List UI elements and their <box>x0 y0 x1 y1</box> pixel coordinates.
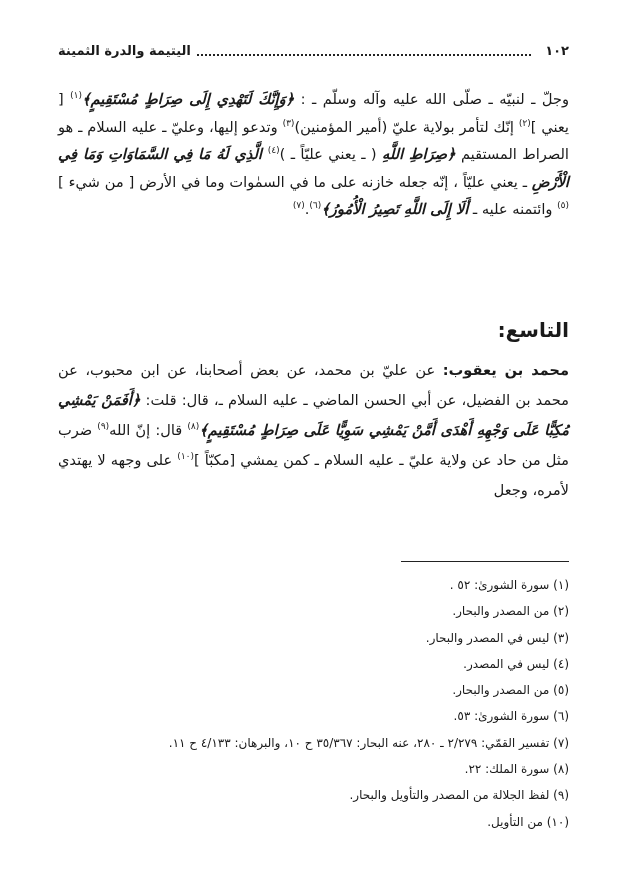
text-run: قال: إنّ الله <box>109 422 188 439</box>
footnote-ref: (٩) <box>97 422 110 433</box>
footnote-ref: (٨) <box>187 422 200 433</box>
footnote: (١٠) من التأويل. <box>487 814 569 829</box>
footnote-ref: (٢) <box>518 118 531 129</box>
text-run: ضرب مثل من حاد عن ولاية عليّ ـ عليه السلام ـ كمن يمشي [مكبّاً ] <box>58 422 569 469</box>
footnote-ref: (٧) <box>292 201 305 212</box>
quran-verse: أَلَا إِلَى اللَّهِ تَصِيرُ الْأُمُورُ﴾ <box>321 201 469 218</box>
book-title: اليتيمة والدرة الثمينة <box>58 43 191 59</box>
footnote-separator <box>401 561 569 562</box>
running-header <box>58 40 569 62</box>
footnote-ref: (٥) <box>557 201 569 212</box>
text-run: . <box>304 201 310 218</box>
footnote: (٣) ليس في المصدر والبحار. <box>425 630 569 645</box>
main-paragraph <box>58 86 569 224</box>
text-run: ـ يعني عليّاً ، إنّه جعله خازنه على ما في السمٰوات وما في الأرض [ من شيء ] <box>58 173 532 191</box>
quran-verse: ﴿أَفَمَنْ يَمْشِي مُكِبًّا عَلَى وَجْهِهِ أَهْدَى أَمَّنْ يَمْشِي سَوِيًّا عَلَى صِرَاطٍ مُسْتَقِيمٍ﴾ <box>58 392 569 439</box>
hadith-paragraph <box>58 356 569 506</box>
footnote-ref: (٣) <box>282 118 295 129</box>
text-run: على وجهه لا يهتدي لأمره، وجعل <box>58 452 569 499</box>
text-run: [ يعني ] <box>58 91 569 136</box>
footnote-ref: (٦) <box>309 201 322 212</box>
quran-verse: الَّذِي لَهُ مَا فِي السَّمَاوَاتِ وَمَا فِي الْأَرْضِ <box>58 146 569 191</box>
quran-verse: ﴿صِرَاطِ اللَّهِ <box>382 146 456 163</box>
quran-verse: ﴿وَإِنَّكَ لَتَهْدِي إِلَى صِرَاطٍ مُسْتَقِيمٍ﴾ <box>82 91 295 108</box>
footnote: (٧) تفسير القمّي: ٢/٢٧٩ ـ ٢٨٠، عنه البحار: ٣٥/٣٦٧ ح ١٠، والبرهان: ٤/١٣٣ ح ١١. <box>168 735 569 750</box>
footnote: (٤) ليس في المصدر. <box>463 656 569 671</box>
page-number: ١٠٢ <box>545 43 569 59</box>
text-run: ( ـ يعني عليّاً ـ ) <box>279 146 383 163</box>
footnote: (٩) لفظ الجلالة من المصدر والتأويل والبحار. <box>349 788 569 803</box>
footnote-ref: (١) <box>70 91 83 102</box>
header-dotted-leader <box>197 52 531 56</box>
text-run: إنّك لتأمر بولاية عليّ (أمير المؤمنين) <box>294 118 519 136</box>
narrator-name: محمد بن يعقوب: <box>442 362 569 379</box>
footnote: (٥) من المصدر والبحار. <box>452 683 569 698</box>
footnote: (٦) سورة الشورىٰ: ٥٣. <box>453 709 569 724</box>
text-run: وجلّ ـ لنبيّه ـ صلّى الله عليه وآله وسلّم ـ : <box>294 91 569 108</box>
footnote-ref: (٤) <box>267 146 280 157</box>
footnote-ref: (١٠) <box>177 452 194 463</box>
text-run: عن عليّ بن محمد، عن بعض أصحابنا، عن ابن محبوب، عن محمد بن الفضيل، عن أبي الحسن الماضي ـ عليه السلام ـ، قال: قلت: <box>58 362 569 409</box>
section-heading: التاسع: <box>497 318 569 342</box>
footnote: (١) سورة الشورىٰ: ٥٢ . <box>449 578 569 592</box>
footnote: (٢) من المصدر والبحار. <box>452 604 569 619</box>
text-run: وائتمنه عليه ـ <box>468 201 558 218</box>
footnote: (٨) سورة الملك: ٢٢. <box>464 762 569 777</box>
text-run: وتدعو إليها، وعليّ ـ عليه السلام ـ هو الصراط المستقيم <box>58 118 569 163</box>
footnotes-list <box>58 572 569 835</box>
